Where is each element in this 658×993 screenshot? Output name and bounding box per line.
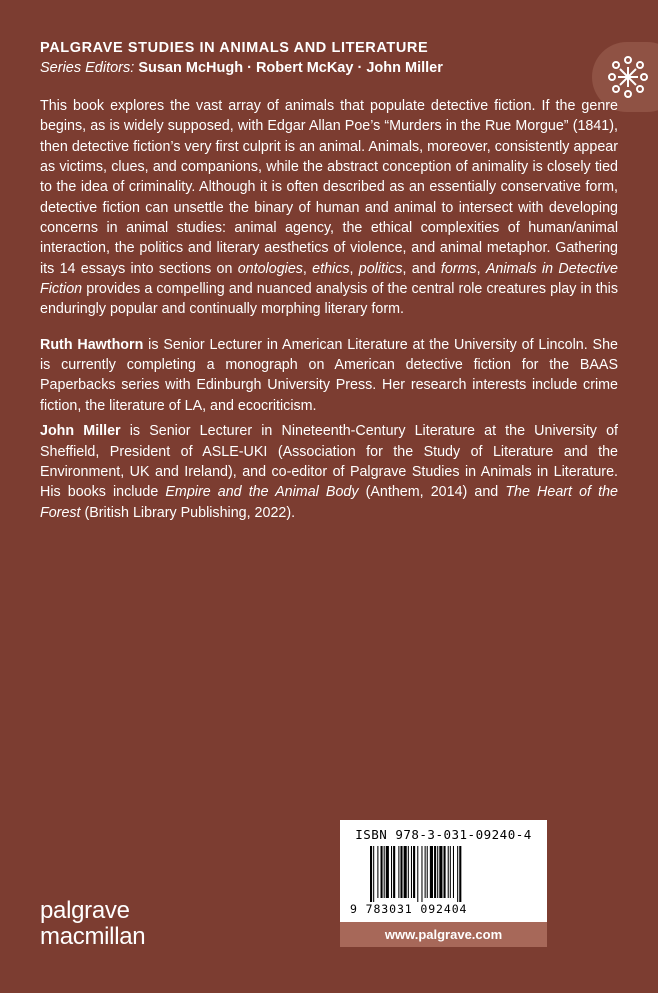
barcode-bar [434, 846, 436, 898]
series-header [40, 38, 580, 78]
series-editors [40, 58, 580, 78]
publisher-name-line2: macmillan [40, 923, 146, 950]
barcode-bar [439, 846, 442, 898]
blurb-section-forms: forms [440, 260, 477, 277]
barcode-bar [425, 846, 426, 898]
barcode-bar [453, 846, 454, 898]
blurb-text: This book explores the vast array of animals that populate detective fiction. If the genre begins, as is widely supposed, with Edgar Allan Poe’s “Murders in the Rue Morgue” (1841), then detective fiction’s very first culprit is an animal. Animals, moreover, consistently appear as victims, clues, and companions, while the abstract conception of animality is closely tied to the idea of criminality. Although it is often described as an essentially conservative form, detective fiction can unsettle the binary of human and animal to intersect with developing concerns in animal studies: animal agency, the ethical complexities of human/animal interaction, the politics and literary aesthetics of violence, and animal metaphor. Gathering its 14 essays into sections on [40, 98, 618, 277]
barcode-bar [398, 846, 399, 898]
barcode-bar [381, 846, 383, 898]
barcode-digits: 9 783031 092404 [350, 902, 468, 916]
barcode-bar [448, 846, 449, 898]
blurb-section-ontologies: ontologies [237, 260, 303, 277]
publisher-logo [40, 898, 145, 950]
blurb-text-end: provides a compelling and nuanced analysis of the central role creatures play in this enduringly popular and continually morphing literary form. [40, 281, 618, 318]
barcode-bar [370, 846, 372, 902]
blurb-paragraph [40, 96, 618, 320]
barcode-bar [450, 846, 451, 898]
blurb-separator: , [302, 260, 313, 277]
barcode-bar [459, 846, 461, 902]
series-editors-names: Susan McHugh · Robert McKay · John Miller [138, 60, 443, 76]
bio-text: (British Library Publishing, 2022). [80, 504, 296, 521]
blurb-separator: , [349, 260, 359, 277]
blurb-section-politics: politics [358, 260, 403, 277]
barcode-bar [404, 846, 407, 898]
publisher-name-line1: palgrave [40, 897, 130, 924]
barcode-bar [427, 846, 428, 898]
bio-book-title: Empire and the Animal Body [165, 484, 359, 501]
bio-text: (Anthem, 2014) and [358, 484, 506, 501]
barcode-bar [400, 846, 402, 898]
barcode-bar [421, 846, 422, 902]
series-editors-label: Series Editors: [40, 60, 135, 76]
website-link[interactable]: www.palgrave.com [340, 922, 547, 947]
bio-john-miller [40, 421, 618, 523]
barcode-bar [391, 846, 392, 898]
blurb-book-title: Animals in Detective Fiction [40, 260, 618, 298]
barcode-bar [377, 846, 378, 898]
bio-text: is Senior Lecturer in American Literature at the University of Lincoln. She is currently completing a monograph on American detective fiction for the BAAS Paperbacks series with Edinburgh University Press. Her research interests include crime fiction, the literature of LA, and ecocriticism. [40, 336, 618, 414]
back-cover-text [40, 96, 618, 538]
barcode-bar [413, 846, 415, 898]
barcode-bar [430, 846, 433, 898]
barcode-bars [370, 846, 520, 902]
barcode-bar [437, 846, 438, 898]
barcode-bar [393, 846, 395, 898]
barcode-bar [386, 846, 389, 898]
barcode-bar [408, 846, 409, 898]
blurb-separator: , and [402, 260, 441, 277]
barcode-bar [411, 846, 412, 898]
isbn-barcode [340, 820, 547, 922]
bio-text: is Senior Lecturer in Nineteenth-Century Literature at the University of Sheffield, President of ASLE-UKI (Association for the Study of Literature and the Environment, UK and Ireland), and co-editor of Palgrave Studies in Animals in Literature. His books include [40, 423, 618, 501]
series-title: PALGRAVE STUDIES IN ANIMALS AND LITERATURE [40, 40, 429, 56]
palgrave-network-logo-icon [604, 52, 652, 102]
barcode-bar [384, 846, 385, 898]
isbn-label: ISBN 978-3-031-09240-4 [355, 827, 532, 842]
barcode-bar [417, 846, 418, 902]
barcode-bar [444, 846, 446, 898]
blurb-section-ethics: ethics [312, 260, 350, 277]
barcode-bar [457, 846, 458, 902]
blurb-separator: , [476, 260, 486, 277]
bio-book-title: The Heart of the Forest [40, 484, 618, 521]
bio-name: John Miller [40, 423, 121, 440]
bio-name: Ruth Hawthorn [40, 336, 144, 353]
bio-ruth-hawthorn [40, 335, 618, 416]
barcode-bar [373, 846, 374, 902]
